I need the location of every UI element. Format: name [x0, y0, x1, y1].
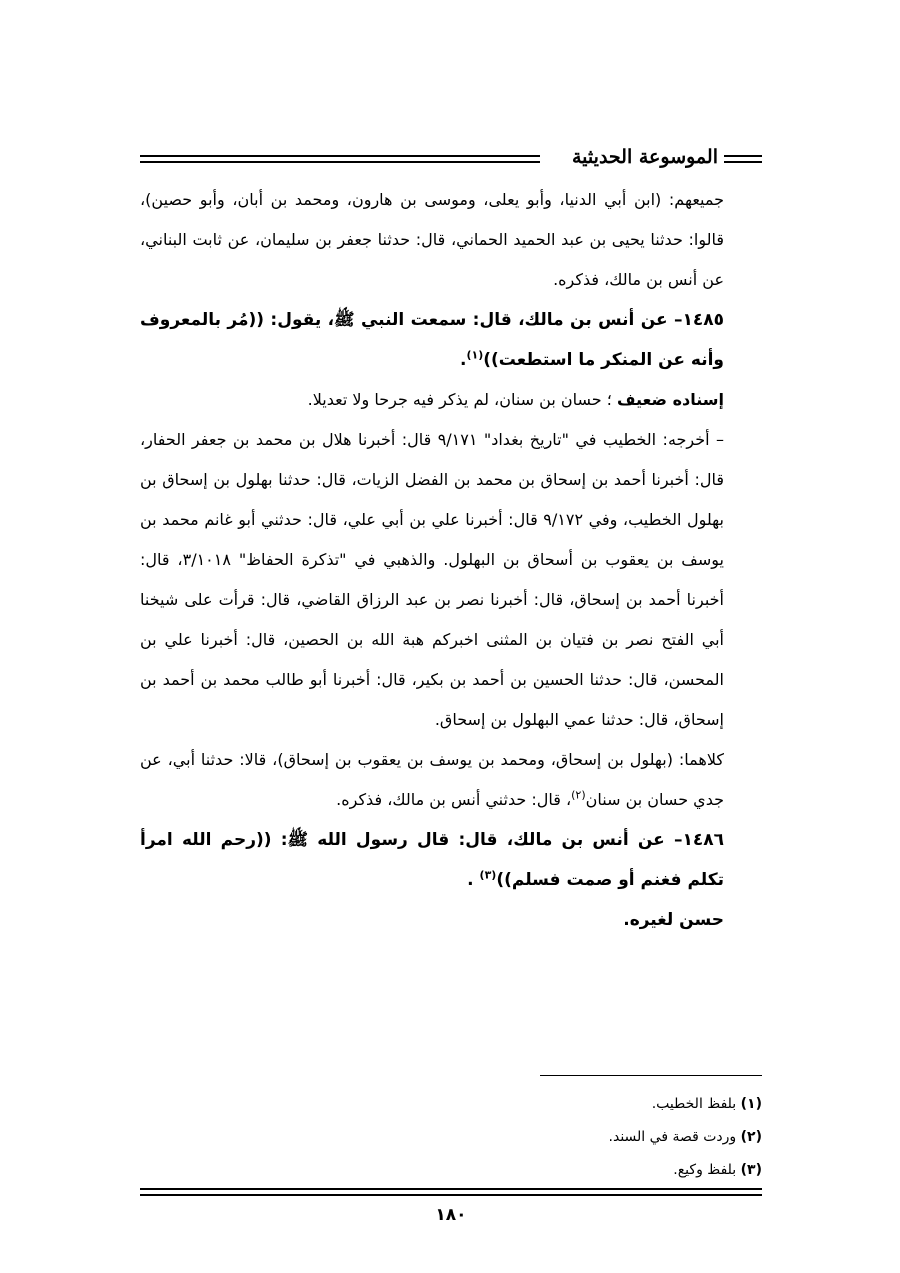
footnote-number: (٢) [740, 1129, 762, 1145]
hadith-1485-text: ١٤٨٥– عن أنس بن مالك، قال: سمعت النبي ﷺ، يقول: ((مُر بالمعروف وأنه عن المنكر ما استطعت)) [140, 310, 724, 370]
kilahuma-paragraph [140, 740, 762, 820]
footer-rule [140, 1188, 762, 1196]
footnote-number: (١) [740, 1096, 762, 1112]
footnotes [140, 1088, 762, 1187]
footnote-item [140, 1121, 762, 1154]
page-number: ١٨٠ [435, 1205, 467, 1225]
footnote-number: (٣) [740, 1162, 762, 1178]
footnote-ref-3[interactable]: (٣) [479, 868, 497, 882]
isnad-grading [140, 380, 762, 420]
footnote-item [140, 1154, 762, 1187]
footnote-text: بلفظ الخطيب. [651, 1096, 737, 1112]
footnote-separator [540, 1075, 762, 1076]
hadith-1486-end: . [467, 870, 480, 890]
hadith-1485-end: . [459, 350, 467, 370]
isnad-text: ؛ حسان بن سنان، لم يذكر فيه جرحا ولا تعديلا. [307, 390, 612, 409]
hadith-grade: حسن لغيره. [623, 910, 724, 930]
footnote-text: بلفظ وكيع. [673, 1162, 737, 1178]
hadith-1486-text: ١٤٨٦– عن أنس بن مالك، قال: قال رسول الله ﷺ: ((رحم الله امرأ تكلم فغنم أو صمت فسلم)) [140, 830, 724, 890]
footnote-ref-2[interactable]: (٢) [571, 788, 586, 802]
header-title: الموسوعة الحديثية [566, 140, 724, 174]
hadith-1485 [140, 300, 762, 380]
footnote-item [140, 1088, 762, 1121]
main-text [140, 180, 762, 940]
hadith-1486 [140, 820, 762, 900]
header-rule-right [722, 155, 762, 163]
book-page [140, 140, 762, 1250]
running-header [140, 140, 762, 176]
kilahuma-text-a: كلاهما: (بهلول بن إسحاق، ومحمد بن يوسف بن يعقوب بن إسحاق)، قالا: حدثنا أبي، عن جدي حسان بن سنان [140, 750, 724, 809]
takhrij-paragraph: – أخرجه: الخطيب في "تاريخ بغداد" ٩/١٧١ قال: أخبرنا هلال بن محمد بن جعفر الحفار، قال: أخبرنا أحمد بن إسحاق بن محمد بن الفضل الزيات، قال: حدثنا بهلول بن إسحاق بن بهلول الخطيب، وفي ٩/١٧٢ قال: أخبرنا علي بن أبي علي، قال: حدثني أبو غانم محمد بن يوسف بن يعقوب بن أسحاق بن البهلول. والذهبي في "تذكرة الحفاظ" ٣/١٠١٨، قال: أخبرنا أحمد بن إسحاق، قال: أخبرنا نصر بن عبد الرزاق القاضي، قال: قرأت على شيخنا أبي الفتح نصر بن فتيان بن المثنى اخبركم هبة الله بن الحصين، قال: أخبرنا علي بن المحسن، قال: حدثنا الحسين بن أحمد بن بكير، قال: أخبرنا أبو طالب محمد بن أحمد بن إسحاق، قال: حدثنا عمي البهلول بن إسحاق. [140, 430, 724, 729]
footnote-text: وردت قصة في السند. [608, 1129, 737, 1145]
paragraph-chain-end: جميعهم: (ابن أبي الدنيا، وأبو يعلى، وموسى بن هارون، ومحمد بن أبان، وأبو حصين)، قالوا: حدثنا يحيى بن عبد الحميد الحماني، قال: حدثنا جعفر بن سليمان، عن ثابت البناني، عن أنس بن مالك، فذكره. [140, 190, 724, 289]
kilahuma-text-b: ، قال: حدثني أنس بن مالك، فذكره. [336, 790, 572, 809]
footnote-ref-1[interactable]: (١) [466, 348, 484, 362]
header-rule-left [140, 155, 540, 163]
isnad-label: إسناده ضعيف [616, 390, 724, 409]
